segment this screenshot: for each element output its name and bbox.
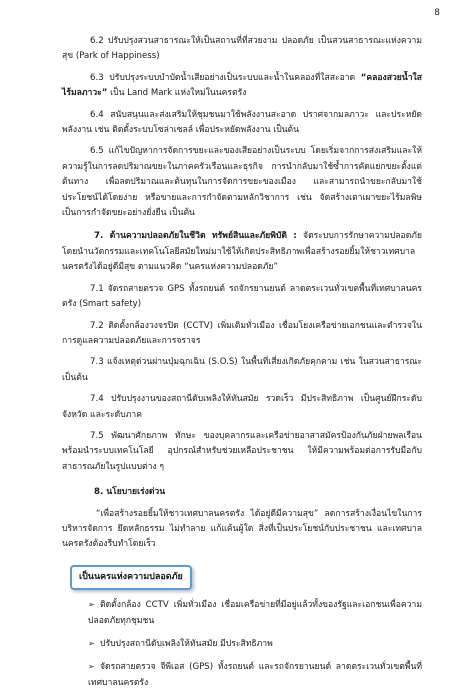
bullet-item: [62, 597, 422, 629]
paragraph-6-3-text: 6.3 ปรับปรุงระบบบำบัดน้ำเสียอย่างเป็นระบบและน้ำในคลองที่ใสสะอาด: [90, 72, 361, 83]
paragraph-7-3: 7.3 แจ้งเหตุด่วนผ่านปุ่มฉุกเฉิน (S.O.S) ในพื้นที่เสี่ยงเกิดภัยคุกคาม เช่น ในสวนสาธารณะ เป็นต้น: [62, 357, 422, 383]
section-7: [62, 229, 422, 275]
bullet-text: ติดตั้งกล้อง CCTV เพิ่มทั่วเมือง เชื่อมเครือข่ายที่มีอยู่แล้วทั้งของรัฐและเอกชนเพื่อความปลอดภัยทุกชุมชน: [88, 600, 422, 626]
safe-city-box: [70, 565, 422, 590]
section-8-heading: 8. นโยบายเร่งด่วน: [94, 487, 166, 498]
paragraph-6-3-end: เป็น Land Mark แห่งใหม่ในนครตรัง: [107, 88, 247, 99]
arrow-bullet-icon: ➢: [88, 639, 95, 648]
paragraph-6-2: 6.2 ปรับปรุงสวนสาธารณะให้เป็นสถานที่ที่สวยงาม ปลอดภัย เป็นสวนสาธารณะแห่งความสุข (Park of Happiness): [62, 36, 422, 62]
section-8-body: “เพื่อสร้างรอยยิ้มให้ชาวเทศบาลนครตรัง ได้อยู่ดีมีความสุข” ลดการสร้างเงื่อนไขในการบริหารจัดการ ยึดหลักธรรม ไม่ทำลาย แก้แค้นผู้ใด สิ่งที่เป็นประโยชน์กับประชาชน และเทศบาลนครตรังต้องรีบทำโดยเร็ว: [62, 508, 422, 550]
section-7-body: จัดระบบการรักษาความปลอดภัยโดยนำนวัตกรรมและเทคโนโลยีสมัยใหม่มาใช้ให้เกิดประสิทธิภาพเพื่อสร้างรอยยิ้มให้ชาวเทศบาลนครตรังได้อยู่ดีมีสุข ตามแนวคิด “นครแห่งความปลอดภัย”: [62, 231, 422, 273]
page-number: 8: [434, 8, 440, 18]
arrow-bullet-icon: ➢: [88, 600, 95, 610]
paragraph-6-5: 6.5 แก้ไขปัญหาการจัดการขยะและของเสียอย่างเป็นระบบ โดยเริ่มจากการส่งเสริมและให้ความรู้ในการลดปริมาณขยะในภาคครัวเรือนและธุรกิจ การนำกลับมาใช้ซ้ำการคัดแยกขยะตั้งแต่ต้นทาง เพื่อลดปริมาณและต้นทุนในการจัดการขยะของเมือง และสามารถนำขยะกลับมาใช้ประโยชน์ได้โดยง่าย หรือขายและการกำจัดตามหลักวิชาการ เช่น จัดสร้างเตาเผาขยะไร้มลพิษ เป็นการกำจัดขยะอย่างยั่งยืน เป็นต้น: [62, 146, 422, 219]
arrow-bullet-icon: ➢: [88, 662, 95, 672]
paragraph-7-4: 7.4 ปรับปรุงงานของสถานีดับเพลิงให้ทันสมัย รวดเร็ว มีประสิทธิภาพ เป็นศูนย์ฝึกระดับจังหวัด และระดับภาค: [62, 394, 422, 420]
safe-city-title: เป็นนครแห่งความปลอดภัย: [70, 565, 192, 590]
bullet-text: ปรับปรุงสถานีดับเพลิงให้ทันสมัย มีประสิทธิภาพ: [100, 639, 273, 649]
paragraph-7-5: 7.5 พัฒนาศักยภาพ ทักษะ ของบุคลากรและเครือข่ายอาสาสมัครป้องกันภัยฝ่ายพลเรือน พร้อมนำระบบเทคโนโลยี อุปกรณ์สำหรับช่วยเหลือประชาชน ให้มีความพร้อมต่อการรับมือกับสาธารณภัยในรูปแบบต่าง ๆ: [62, 430, 422, 472]
bullet-item: [62, 659, 422, 691]
bullet-text: จัดรถสายตรวจ จีพีเอส (GPS) ทั้งรถยนต์ และรถจักรยานยนต์ ลาดตระเวนทั่วเขตพื้นที่เทศบาลนครตรัง: [88, 662, 422, 688]
bullet-item: [62, 636, 422, 652]
section-7-heading: 7. ด้านความปลอดภัยในชีวิต ทรัพย์สินและภัยพิบัติ :: [94, 231, 297, 242]
canal-slogan: “คลองสวยน้ำใส ไร้มลภาวะ”: [62, 72, 422, 99]
paragraph-7-1: 7.1 จัดรถสายตรวจ GPS ทั้งรถยนต์ รถจักรยานยนต์ ลาดตระเวนทั่วเขตพื้นที่เทศบาลนครตรัง (Smart safety): [62, 283, 422, 310]
page-content: [62, 34, 422, 691]
paragraph-6-3: [62, 71, 422, 102]
paragraph-7-2: 7.2 ติดตั้งกล้องวงจรปิด (CCTV) เพิ่มเติมทั่วเมือง เชื่อมโยงเครือข่ายเอกชนและตำรวจในการดูแลความปลอดภัยและการจราจร: [62, 320, 422, 346]
paragraph-6-4: 6.4 สนับสนุนและส่งเสริมให้ชุมชนมาใช้พลังงานสะอาด ปราศจากมลภาวะ และประหยัดพลังงาน เช่น ติดตั้งระบบโซล่าเซลล์ เพื่อประหยัดพลังงาน เป็นต้น: [62, 109, 422, 136]
